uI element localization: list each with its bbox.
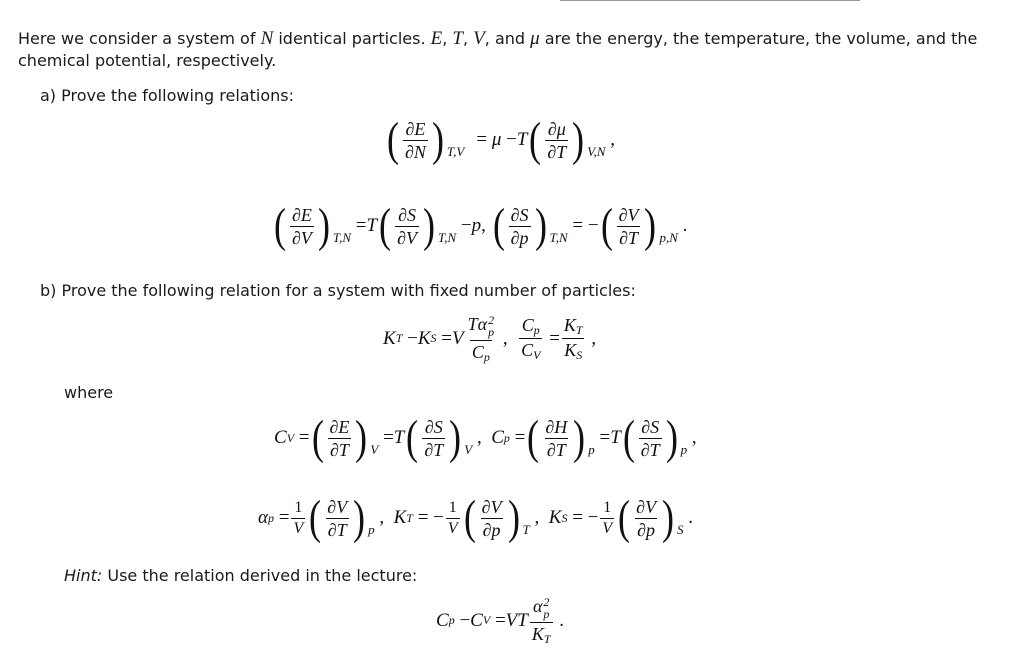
equation-expansion-compressibility: α p = $\frac{1}{V}$ ( $\frac{\partial V}{\partial T}$ ) p , K T = − $\frac{1}{V}$ ( $\frac{\partial V}{\partial p}$ ) T , K S = − $\frac{1}{V}$ ( $\frac{\partial V}{\partial p}$ ) S . <box>258 491 694 544</box>
part-a-label: a) Prove the following relations: <box>40 86 294 105</box>
part-b-label: b) Prove the following relation for a system with fixed number of particles: <box>40 281 636 300</box>
equation-heat-capacity-difference: C p − C V = VT α 2 p $K_T$ . <box>436 595 565 646</box>
intro-line-1: Here we consider a system of N identical particles. E, T, V, and μ are the energy, the temperature, the volume, and the <box>18 28 978 49</box>
equation-heat-capacities: C V = ( $\frac{\partial E}{\partial T}$ ) V = T ( $\frac{\partial S}{\partial T}$ ) V , C p = ( $\frac{\partial H}{\partial T}$ ) p = T ( $\frac{\partial S}{\partial T}$ ) p , <box>274 411 697 464</box>
intro-line-2: chemical potential, respectively. <box>18 51 277 70</box>
cropped-top-line <box>560 0 860 4</box>
where-label: where <box>64 383 114 402</box>
equation-chemical-potential: ( $\frac{\partial E}{\partial N}$ ) T,V = μ − T ( $\frac{\partial\mu}{\partial T}$ ) V,N , <box>386 113 615 166</box>
hint-line: Hint: Use the relation derived in the lecture: <box>64 566 418 585</box>
equation-energy-volume-and-maxwell: ( $\frac{\partial E}{\partial V}$ ) T,N = T ( $\frac{\partial S}{\partial V}$ ) T,N − p , ( $\frac{\partial S}{\partial p}$ ) T,N = − ( $\frac{\partial V}{\partial T}$ ) p,N . <box>273 199 688 252</box>
equation-compressibility-difference: K T − K S = V Tα 2 p $C_p$ , $\frac{C_p}{C_V}$ = $\frac{K_T}{K_S}$ , <box>383 313 597 364</box>
